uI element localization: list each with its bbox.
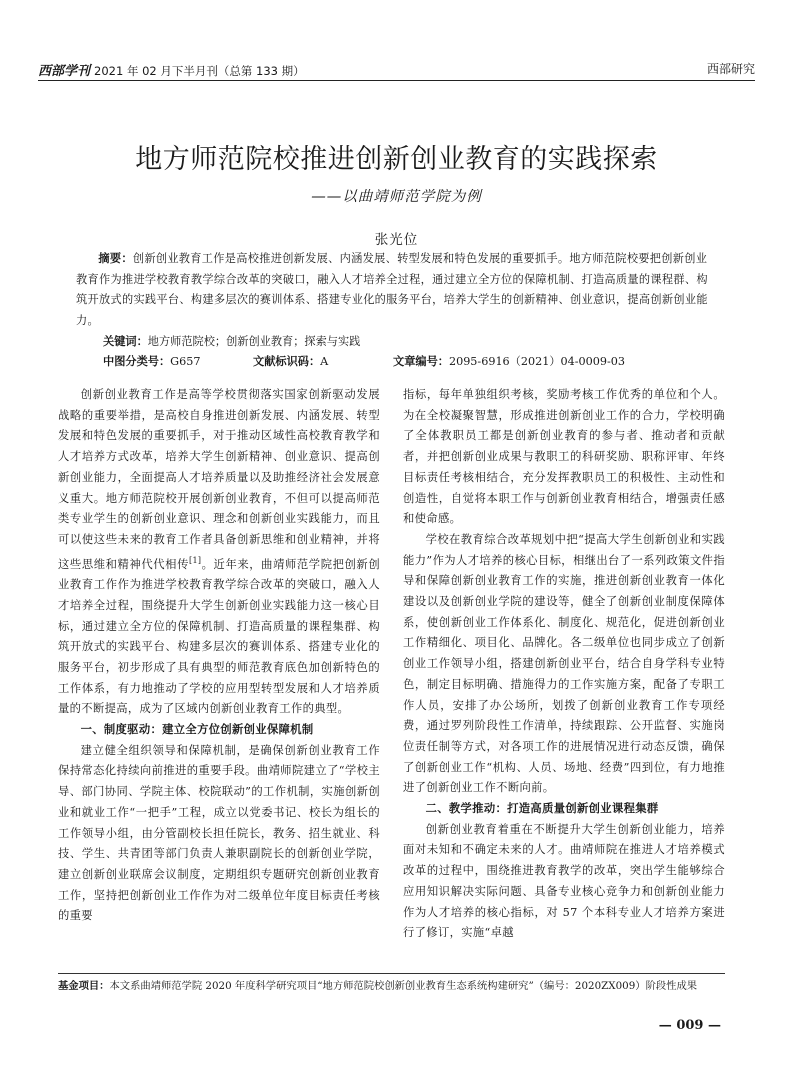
paragraph: 指标，每年单独组织考核，奖励考核工作优秀的单位和个人。为在全校凝聚智慧，形成推进创新创业工作的合力，学校明确了全体教职员工都是创新创业教育的参与者、推动者和贡献者，并把创新创业成果与教职工的科研奖励、职称评审、年终目标责任考核相结合，充分发挥教职员工的积极性、主动性和创造性，自觉将本职工作与创新创业教育相结合，增强责任感和使命感。: [403, 388, 725, 526]
journal-issue-line: [38, 60, 305, 79]
article-subtitle: ——以曲靖师范学院为例: [311, 189, 482, 205]
author-name: 张光位: [374, 232, 419, 248]
section-heading: 二、教学推动：打造高质量创新创业课程集群: [425, 802, 659, 816]
doc-code-label: 文献标识码：: [253, 355, 321, 368]
keywords: [103, 333, 360, 349]
body-left-column: [58, 385, 380, 927]
abstract-text: 创新创业教育工作是高校推进创新发展、内涵发展、转型发展和特色发展的重要抓手。地方师范院校要把创新创业教育作为推进学校教育教学综合改革的突破口，融入人才培养全过程，通过建立全方位的保障机制、打造高质量的课程群、构筑开放式的实践平台、构建多层次的赛训体系、搭建专业化的服务平台，培养大学生的创新精神、创业意识，提高创新创业能力。: [76, 252, 708, 327]
section-heading: 一、制度驱动：建立全方位创新创业保障机制: [80, 723, 314, 737]
page-number: — 009 —: [658, 1018, 721, 1033]
running-header: [38, 58, 755, 81]
paragraph: 学校在教育综合改革规划中把“提高大学生创新创业和实践能力”作为人才培养的核心目标，相继出台了一系列政策文件指导和保障创新创业教育工作的实施，推进创新创业教育一体化建设以及创新创业学院的建设等，健全了创新创业制度保障体系，使创新创业工作体系化、制度化、规范化，促进创新创业工作精细化、项目化、品牌化。各二级单位也同步成立了创新创业工作领导小组，搭建创新创业平台，结合自身学科专业特色，制定目标明确、措施得力的工作实施方案，配备了专职工作人员，安排了办公场所，划拨了创新创业教育工作专项经费，通过罗列阶段性工作清单，持续跟踪、公开监督、实施岗位责任制等方式，对各项工作的进展情况进行动态反馈，确保了创新创业工作“机构、人员、场地、经费”四到位，有力地推进了创新创业工作不断向前。: [403, 532, 725, 795]
article-no-label: 文章编号：: [393, 355, 449, 368]
section-name: 西部研究: [706, 62, 755, 76]
paragraph: 建立健全组织领导和保障机制，是确保创新创业教育工作保持常态化持续向前推进的重要手段。曲靖师院建立了“学校主导、部门协同、学院主体、校院联动”的工作机制，实施创新创业和就业工作“一把手”工程，成立以党委书记、校长为组长的工作领导小组，由分管副校长担任院长，教务、招生就业、科技、学生、共青团等部门负责人兼职副院长的创新创业学院，建立创新创业联席会议制度，定期组织专题研究创新创业教育工作，坚持把创新创业工作作为对二级单位年度目标责任考核的重要: [58, 743, 380, 923]
article-title: 地方师范院校推进创新创业教育的实践探索: [135, 144, 658, 175]
footnote: [58, 978, 725, 995]
doc-code-value: A: [320, 355, 329, 368]
article-no-value: 2095-6916（2021）04-0009-03: [448, 355, 626, 368]
keywords-label: 关键词：: [103, 335, 148, 348]
keywords-text: 地方师范院校；创新创业教育；探索与实践: [147, 335, 361, 348]
abstract-label: 摘要：: [98, 252, 133, 265]
footnote-divider: [58, 973, 725, 974]
footnote-text: 本文系曲靖师范学院 2020 年度科学研究项目“地方师范院校创新创业教育生态系统构建研究”（编号：2020ZX009）阶段性成果: [109, 980, 698, 992]
body-right-column: [403, 385, 725, 944]
abstract: [76, 249, 718, 331]
journal-logo: 西部学刊: [38, 64, 91, 79]
clc-value: G657: [170, 355, 201, 368]
clc-label: 中图分类号：: [103, 355, 171, 368]
footnote-label: 基金项目：: [58, 980, 110, 992]
issue-text: 2021 年 02 月下半月刊（总第 133 期）: [94, 64, 305, 78]
citation-ref: [1]: [188, 555, 202, 565]
article-meta: [103, 353, 703, 369]
paragraph: 创新创业教育工作是高等学校贯彻落实国家创新驱动发展战略的重要举措，是高校自身推进创新发展、内涵发展、转型发展和特色发展的重要抓手，对于推动区域性高校教育教学和人才培养方式改革，培养大学生创新精神、创业意识、提高创新创业能力，全面提高人才培养质量以及助推经济社会发展意义重大。地方师范院校开展创新创业教育，不但可以提高师范类专业学生的创新创业意识、理念和创新创业实践能力，而且可以使这些未来的教育工作者具备创新思维和创业精神，并将这些思维和精神代代相传[1]。近年来，曲靖师范学院把创新创业教育工作作为推进学校教育教学综合改革的突破口，融入人才培养全过程，围绕提升大学生创新创业实践能力这一核心目标，通过建立全方位的保障机制、打造高质量的课程集群、构筑开放式的实践平台、构建多层次的赛训体系、搭建专业化的服务平台，初步形成了具有典型的师范教育底色加创新特色的工作体系，有力地推动了学校的应用型转型发展和人才培养质量的不断提高，成为了区域内创新创业教育工作的典型。: [58, 388, 380, 716]
paragraph: 创新创业教育着重在不断提升大学生创新创业能力，培养面对未知和不确定未来的人才。曲靖师院在推进人才培养模式改革的过程中，围绕推进教育教学的改革，突出学生能够综合应用知识解决实际问题、具备专业核心竞争力和创新创业能力作为人才培养的核心指标，对 57 个本科专业人才培养方案进行了修订，实施“卓越: [403, 822, 725, 940]
